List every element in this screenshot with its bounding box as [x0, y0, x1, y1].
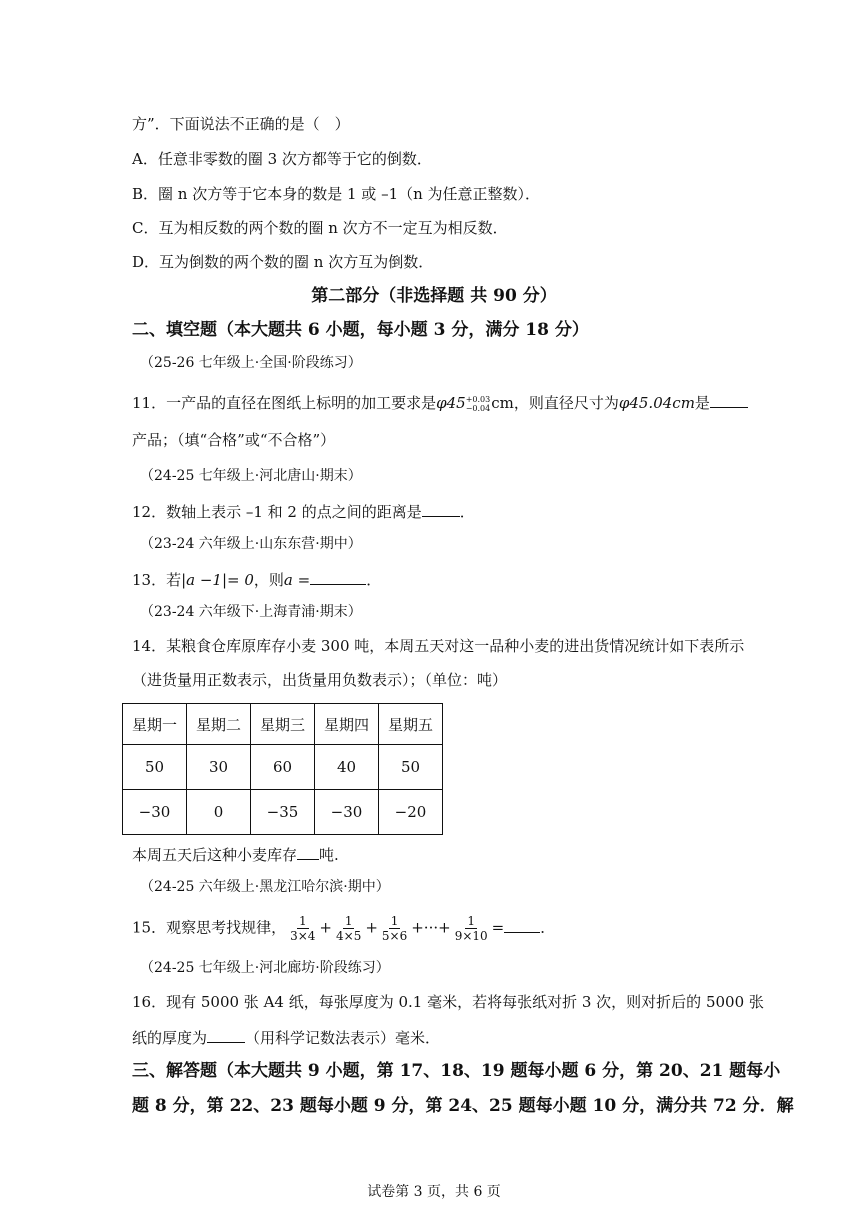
- q13-answer-blank[interactable]: [310, 568, 366, 585]
- q13-abs: |a −1|= 0: [181, 571, 254, 589]
- ellipsis-sign: +···+: [411, 918, 451, 937]
- q12-source: （24-25 七年级上·河北唐山·期末）: [140, 468, 362, 484]
- table-header-cell: 星期三: [251, 704, 315, 745]
- option-b: B．圈 n 次方等于它本身的数是 1 或 –1（n 为任意正整数）．: [132, 185, 541, 203]
- option-c: C．互为相反数的两个数的圈 n 次方不一定互为相反数．: [132, 219, 508, 237]
- q12-answer-blank[interactable]: [422, 500, 460, 517]
- plus-sign: +: [319, 918, 332, 937]
- q11-line1: [132, 391, 748, 413]
- q13-end: ．: [366, 571, 382, 589]
- table-header-cell: 星期五: [379, 704, 443, 745]
- q11-answer-blank[interactable]: [710, 391, 748, 408]
- table-cell: 0: [187, 790, 251, 835]
- option-a: A．任意非零数的圈 3 次方都等于它的倒数．: [132, 150, 432, 168]
- q16-line2-a: 纸的厚度为: [132, 1029, 208, 1047]
- q16-source: （24-25 七年级上·河北廊坊·阶段练习）: [140, 960, 390, 976]
- q15-fraction: [453, 914, 490, 943]
- table-cell: 40: [315, 745, 379, 790]
- q11-prefix: 11．一产品的直径在图纸上标明的加工要求是: [132, 394, 437, 412]
- q13-text-a: 13．若: [132, 571, 182, 589]
- q14-line2: （进货量用正数表示，出货量用负数表示）；（单位：吨）: [132, 671, 508, 689]
- q13-text-b: ，则: [253, 571, 284, 589]
- q15-fraction: [288, 914, 317, 943]
- q11-line2: 产品；（填“合格”或“不合格”）: [132, 431, 336, 449]
- table-header-cell: 星期二: [187, 704, 251, 745]
- q14-answer-blank[interactable]: [297, 843, 319, 860]
- q15-end: ．: [540, 918, 556, 937]
- table-header-cell: 星期一: [123, 704, 187, 745]
- q16-answer-blank[interactable]: [207, 1026, 245, 1043]
- q15-text: 15．观察思考找规律，: [132, 918, 287, 937]
- q11-phi: φ45: [436, 394, 466, 412]
- table-header-cell: 星期四: [315, 704, 379, 745]
- section-three-line1: 三、解答题（本大题共 9 小题，第 17、18、19 题每小题 6 分，第 20、21 题每小: [132, 1061, 781, 1081]
- q11-middle: ，则直径尺寸为: [513, 394, 619, 412]
- part-two-title: 第二部分（非选择题 共 90 分）: [311, 286, 557, 306]
- table-cell: 30: [187, 745, 251, 790]
- table-cell: −30: [123, 790, 187, 835]
- q13-var: a =: [283, 571, 311, 589]
- table-cell: −35: [251, 790, 315, 835]
- q15-source: （24-25 六年级上·黑龙江哈尔滨·期中）: [140, 879, 390, 895]
- fraction-denominator: 9×10: [454, 929, 488, 943]
- q13-source: （23-24 六年级上·山东东营·期中）: [140, 536, 362, 552]
- q16-line1: 16．现有 5000 张 A4 纸，每张厚度为 0.1 毫米，若将每张纸对折 3 次，则对折后的 5000 张: [132, 993, 764, 1011]
- inventory-table: [122, 703, 443, 835]
- question-10-tail: 方”．下面说法不正确的是（ ）: [132, 115, 350, 133]
- fraction-denominator: 4×5: [336, 929, 362, 943]
- section-three-line2: 题 8 分，第 22、23 题每小题 9 分，第 24、25 题每小题 10 分，满分共 72 分．解: [132, 1096, 794, 1116]
- table-row: [123, 790, 443, 835]
- plus-sign: +: [365, 918, 378, 937]
- q11-tolerance: [466, 395, 491, 413]
- q11-unit: cm: [491, 394, 514, 412]
- q12-line: [132, 500, 475, 522]
- table-cell: 60: [251, 745, 315, 790]
- fraction-numerator: 1: [467, 914, 475, 928]
- q11-tol-lower: −0.04: [465, 404, 491, 413]
- q15-line: [132, 914, 555, 943]
- table-cell: −20: [379, 790, 443, 835]
- q12-text: 12．数轴上表示 –1 和 2 的点之间的距离是: [132, 503, 422, 521]
- fraction-denominator: 5×6: [381, 929, 408, 943]
- table-cell: 50: [123, 745, 187, 790]
- q15-fraction: [334, 914, 363, 943]
- fraction-numerator: 1: [390, 914, 399, 928]
- q11-tol-upper: +0.03: [465, 395, 491, 404]
- q11-measured: φ45.04cm: [618, 394, 695, 412]
- table-cell: −30: [315, 790, 379, 835]
- q14-source: （23-24 六年级下·上海青浦·期末）: [140, 604, 362, 620]
- table-cell: 50: [379, 745, 443, 790]
- q12-end: ．: [459, 503, 475, 521]
- q11-suffix: 是: [694, 394, 710, 412]
- q16-line2-b: （用科学记数法表示）毫米．: [245, 1029, 441, 1047]
- q14-after-line: [132, 843, 339, 865]
- q15-answer-blank[interactable]: [504, 916, 540, 933]
- section-two-title: 二、填空题（本大题共 6 小题，每小题 3 分，满分 18 分）: [132, 320, 589, 340]
- q13-line: [132, 568, 381, 590]
- fraction-numerator: 1: [344, 914, 353, 928]
- option-d: D．互为倒数的两个数的圈 n 次方互为倒数．: [132, 253, 434, 271]
- q14-line1: 14．某粮食仓库原库存小麦 300 吨，本周五天对这一品种小麦的进出货情况统计如下表所示: [132, 637, 745, 655]
- fraction-denominator: 3×4: [290, 929, 316, 943]
- fraction-numerator: 1: [298, 914, 307, 928]
- q16-line2: [132, 1026, 440, 1048]
- table-row: [123, 745, 443, 790]
- q11-source: （25-26 七年级上·全国·阶段练习）: [140, 355, 362, 371]
- q14-after: 本周五天后这种小麦库存: [132, 846, 298, 864]
- q14-after-end: 吨.: [319, 846, 339, 864]
- table-row: [123, 704, 443, 745]
- q15-fraction: [380, 914, 409, 943]
- equals-sign: =: [491, 918, 505, 937]
- page-footer: 试卷第 3 页，共 6 页: [367, 1184, 501, 1200]
